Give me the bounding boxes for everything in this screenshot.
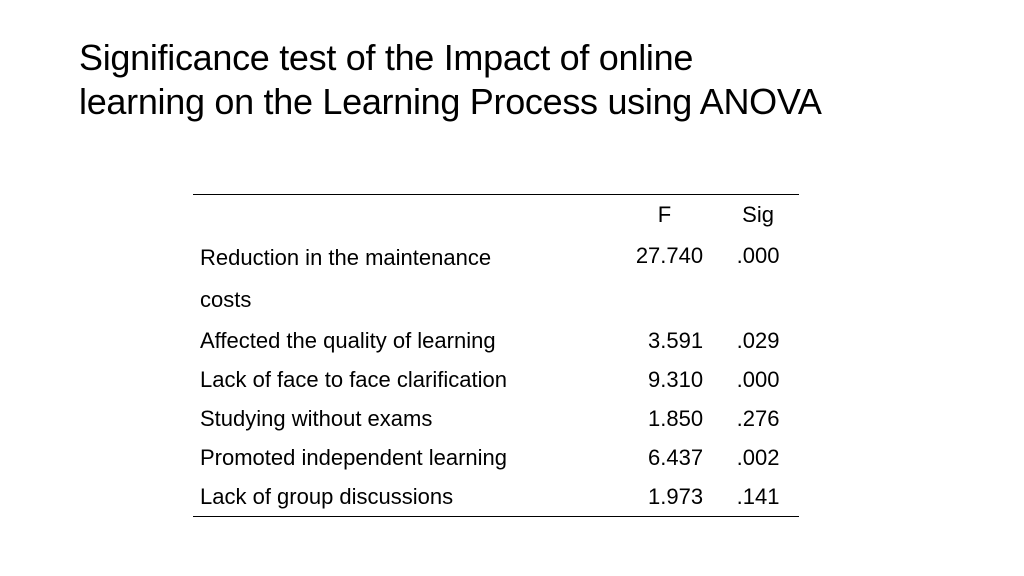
row-label: Lack of group discussions (200, 483, 454, 509)
row-f-value: 1.973 (648, 483, 704, 509)
title-line-2: learning on the Learning Process using ANOVA (79, 81, 822, 122)
slide-title (79, 36, 979, 124)
header-label (193, 195, 586, 236)
row-label-line-2: costs (200, 287, 252, 312)
row-sig-value: .276 (736, 405, 780, 431)
table-header-row (193, 195, 799, 236)
row-sig-value: .029 (736, 327, 780, 353)
row-f-value: 1.850 (648, 405, 704, 431)
row-label: Studying without exams (200, 405, 433, 431)
table-row (193, 399, 799, 438)
table-row (193, 321, 799, 360)
row-sig-value (717, 235, 799, 321)
row-label-line-1: Reduction in the maintenance (200, 245, 492, 270)
anova-table (193, 194, 799, 517)
table-row (193, 477, 799, 517)
row-sig-value: .141 (736, 483, 780, 509)
row-label: Promoted independent learning (200, 444, 508, 470)
row-sig-value: .002 (736, 444, 780, 470)
table-row (193, 360, 799, 399)
row-sig-text: .000 (736, 243, 780, 268)
row-f-value (586, 235, 717, 321)
row-f-text: 27.740 (635, 243, 704, 268)
row-f-value: 3.591 (648, 327, 704, 353)
row-label: Lack of face to face clarification (200, 366, 507, 392)
table-row (193, 438, 799, 477)
row-sig-value: .000 (736, 366, 780, 392)
row-f-value: 6.437 (648, 444, 704, 470)
table-row (193, 235, 799, 321)
row-f-value: 9.310 (648, 366, 704, 392)
row-label (193, 235, 586, 321)
row-label: Affected the quality of learning (200, 327, 496, 353)
header-f: F (657, 202, 672, 227)
title-line-1: Significance test of the Impact of online (79, 37, 694, 78)
header-sig: Sig (742, 202, 774, 227)
